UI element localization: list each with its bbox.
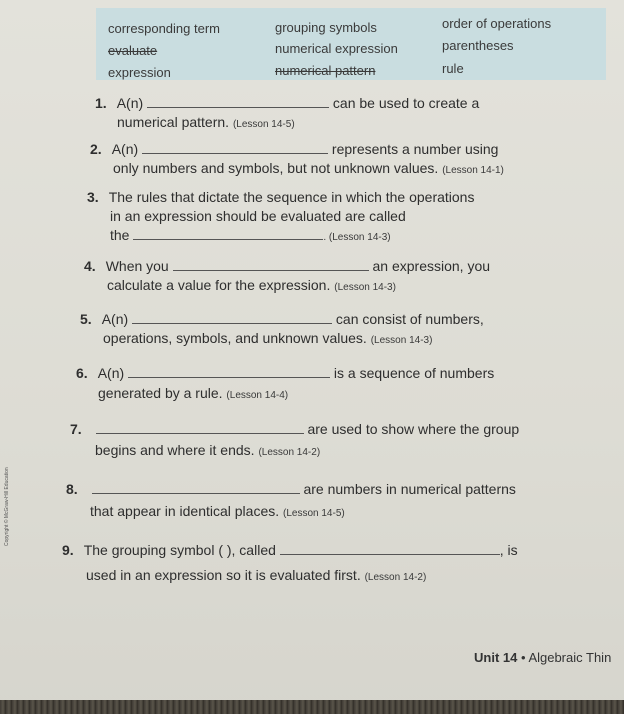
answer-blank[interactable] [96, 420, 304, 434]
word-bank-term: parentheses [442, 38, 514, 53]
question-6-line2: generated by a rule. (Lesson 14-4) [98, 385, 289, 401]
copyright-notice: Copyright © McGraw-Hill Education [4, 467, 10, 546]
question-7: 7. are used to show where the group [70, 421, 520, 437]
answer-blank[interactable] [142, 140, 328, 154]
question-2-line2: only numbers and symbols, but not unknown values. (Lesson 14-1) [113, 160, 504, 176]
question-3: 3. The rules that dictate the sequence in which the operations [87, 189, 475, 205]
word-bank-term: grouping symbols [275, 20, 377, 35]
question-5: 5. A(n) can consist of numbers, [80, 311, 484, 327]
word-bank-term: expression [108, 65, 171, 80]
question-2: 2. A(n) represents a number using [90, 141, 499, 157]
question-7-line2: begins and where it ends. (Lesson 14-2) [95, 442, 321, 458]
answer-blank[interactable] [92, 480, 300, 494]
question-5-line2: operations, symbols, and unknown values. (Lesson 14-3) [103, 330, 433, 346]
question-9-line2: used in an expression so it is evaluated first. (Lesson 14-2) [86, 567, 427, 583]
question-8-line2: that appear in identical places. (Lesson 14-5) [90, 503, 345, 519]
word-bank-term: corresponding term [108, 21, 220, 36]
question-4: 4. When you an expression, you [84, 258, 491, 274]
question-1: 1. A(n) can be used to create a [95, 95, 480, 111]
word-bank-term: numerical pattern [275, 63, 376, 78]
answer-blank[interactable] [132, 310, 332, 324]
answer-blank[interactable] [128, 364, 330, 378]
word-bank-term: numerical expression [275, 41, 398, 56]
word-bank-term: rule [442, 61, 464, 76]
footer-title: Algebraic Thin [528, 650, 612, 665]
question-3-line2: in an expression should be evaluated are called [110, 208, 406, 224]
answer-blank[interactable] [173, 257, 369, 271]
footer-separator: • [520, 650, 526, 665]
answer-blank[interactable] [147, 94, 329, 108]
word-bank-term: order of operations [442, 16, 552, 31]
answer-blank[interactable] [280, 541, 500, 555]
question-6: 6. A(n) is a sequence of numbers [76, 365, 495, 381]
question-3-line3: the . (Lesson 14-3) [110, 227, 391, 243]
question-4-line2: calculate a value for the expression. (Lesson 14-3) [107, 277, 396, 293]
question-9: 9. The grouping symbol ( ), called , is [62, 542, 518, 558]
table-surface [0, 700, 624, 714]
page-footer [474, 650, 611, 665]
footer-unit: Unit 14 [474, 650, 518, 665]
question-8: 8. are numbers in numerical patterns [66, 481, 516, 497]
question-1-line2: numerical pattern. (Lesson 14-5) [117, 114, 295, 130]
answer-blank[interactable] [133, 226, 323, 240]
word-bank-term: evaluate [108, 43, 158, 58]
